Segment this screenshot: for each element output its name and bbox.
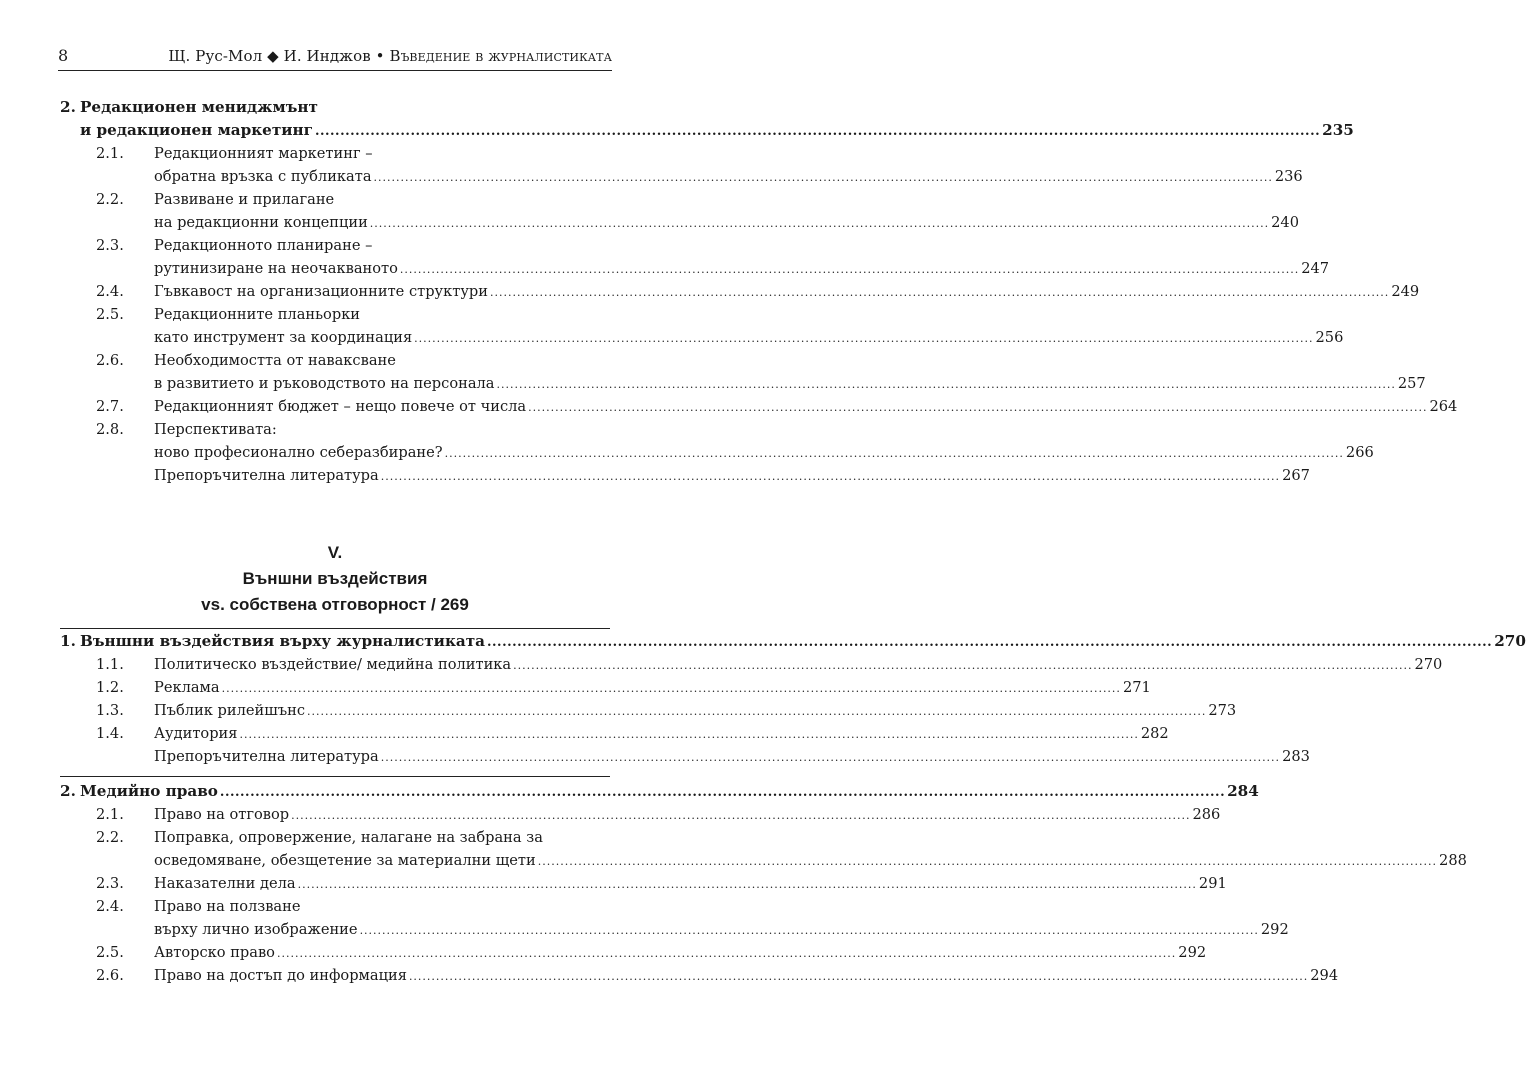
- toc-dot-leader: ........................................................................................................................................................................................................: [219, 785, 1226, 800]
- toc-entry: [60, 372, 1426, 395]
- page-number: 8: [58, 46, 69, 65]
- toc-dot-leader: ........................................................................................................................................................................................................: [380, 751, 1281, 764]
- toc-entry: [60, 803, 1221, 826]
- toc-entry-page: 286: [1192, 806, 1221, 823]
- running-header: [58, 46, 612, 71]
- toc-entry-page: 247: [1301, 260, 1330, 277]
- toc-entry-number: 2.1.: [96, 145, 124, 162]
- toc-entry-number: 2.3.: [96, 875, 124, 892]
- toc-entry-number: 2.2.: [96, 191, 124, 208]
- toc-dot-leader: ........................................................................................................................................................................................................: [528, 401, 1428, 414]
- toc-entry-title: Медийно право: [80, 782, 218, 800]
- toc-entry-page: 284: [1227, 782, 1259, 800]
- toc-entry-number: 2.: [60, 98, 76, 116]
- toc-entry-number: 2.2.: [96, 829, 124, 846]
- toc-entry-title: на редакционни концепции: [154, 214, 368, 231]
- toc-section-media-law: [60, 780, 1467, 987]
- toc-entry-title: ново професионално себеразбиране?: [154, 444, 443, 461]
- toc-entry-number: 2.: [60, 782, 76, 800]
- toc-entry-title: и редакционен маркетинг: [80, 121, 313, 139]
- toc-entry: [60, 964, 1339, 987]
- toc-entry-number: 1.3.: [96, 702, 124, 719]
- toc-entry: [60, 349, 610, 372]
- toc-entry-title: в развитието и ръководството на персонала: [154, 375, 495, 392]
- toc-entry-number: 2.6.: [96, 967, 124, 984]
- toc-section-editorial-management: [60, 96, 1458, 487]
- toc-entry-title: Развиване и прилагане: [154, 191, 335, 208]
- toc-dot-leader: ........................................................................................................................................................................................................: [537, 855, 1438, 868]
- toc-entry-title: Право на отговор: [154, 806, 290, 823]
- toc-entry: [60, 464, 1310, 487]
- part-title-line-1: Външни въздействия: [242, 569, 428, 588]
- toc-entry: [60, 872, 1227, 895]
- toc-entry: [60, 441, 1374, 464]
- toc-entry: [60, 676, 1151, 699]
- toc-entry-page: 292: [1178, 944, 1207, 961]
- toc-entry-page: 288: [1439, 852, 1467, 869]
- toc-entry: [60, 941, 1207, 964]
- toc-entry: [60, 234, 610, 257]
- toc-entry-page: 270: [1494, 632, 1526, 650]
- toc-entry-title: върху лично изображение: [154, 921, 358, 938]
- toc-dot-leader: ........................................................................................................................................................................................................: [399, 263, 1300, 276]
- toc-entry-page: 292: [1260, 921, 1289, 938]
- toc-entry-title: Политическо въздействие/ медийна политика: [154, 656, 512, 673]
- toc-entry-page: 294: [1310, 967, 1339, 984]
- toc-entry-title: обратна връзка с публиката: [154, 168, 372, 185]
- toc-entry-number: 2.4.: [96, 283, 124, 300]
- toc-entry: [60, 142, 610, 165]
- toc-entry-page: 266: [1345, 444, 1374, 461]
- toc-entry-page: 257: [1397, 375, 1426, 392]
- toc-dot-leader: ........................................................................................................................................................................................................: [239, 728, 1139, 741]
- toc-entry-number: 2.3.: [96, 237, 124, 254]
- toc-entry-page: 267: [1282, 467, 1310, 484]
- toc-dot-leader: ........................................................................................................................................................................................................: [496, 378, 1396, 391]
- toc-entry-title: като инструмент за координация: [154, 329, 413, 346]
- toc-entry-title: Аудитория: [154, 725, 238, 742]
- toc-entry-title: Препоръчителна литература: [154, 748, 379, 765]
- toc-dot-leader: ........................................................................................................................................................................................................: [291, 809, 1191, 822]
- toc-entry: [60, 326, 1344, 349]
- toc-entry-page: 240: [1271, 214, 1299, 231]
- toc-entry-title: Редакционният маркетинг –: [154, 145, 373, 162]
- toc-entry: [60, 257, 1330, 280]
- toc-entry-number: 2.5.: [96, 306, 124, 323]
- toc-entry-page: 291: [1198, 875, 1227, 892]
- toc-entry-title: Необходимостта от наваксване: [154, 352, 396, 369]
- toc-dot-leader: ........................................................................................................................................................................................................: [359, 924, 1259, 937]
- toc-entry-page: 283: [1282, 748, 1310, 765]
- toc-entry-title: Гъвкавост на организационните структури: [154, 283, 488, 300]
- toc-dot-leader: ........................................................................................................................................................................................................: [314, 124, 1321, 139]
- toc-entry-number: 2.5.: [96, 944, 124, 961]
- toc-entry: [60, 699, 1237, 722]
- toc-entry-number: 2.6.: [96, 352, 124, 369]
- toc-entry-page: 235: [1322, 121, 1354, 139]
- toc-entry-number: 1.4.: [96, 725, 124, 742]
- toc-entry-number: 1.1.: [96, 656, 124, 673]
- toc-entry-number: 2.7.: [96, 398, 124, 415]
- toc-entry: [60, 780, 1259, 803]
- toc-dot-leader: ........................................................................................................................................................................................................: [487, 635, 1493, 650]
- toc-entry: [60, 653, 1443, 676]
- toc-entry-title: Редакционният бюджет – нещо повече от числа: [154, 398, 527, 415]
- toc-entry: [60, 395, 1458, 418]
- toc-entry: [60, 722, 1169, 745]
- toc-entry-title: Право на достъп до информация: [154, 967, 407, 984]
- toc-entry-title: Наказателни дела: [154, 875, 296, 892]
- toc-entry-number: 1.: [60, 632, 76, 650]
- toc-entry: [60, 96, 610, 119]
- toc-entry: [60, 918, 1289, 941]
- toc-entry: [60, 418, 610, 441]
- toc-dot-leader: ........................................................................................................................................................................................................: [489, 286, 1390, 299]
- toc-section-external-influences: [60, 630, 1526, 768]
- toc-dot-leader: ........................................................................................................................................................................................................: [414, 332, 1314, 345]
- toc-entry-page: 271: [1122, 679, 1151, 696]
- toc-entry-title: Перспективата:: [154, 421, 277, 438]
- toc-entry-title: Авторско право: [154, 944, 275, 961]
- toc-entry-page: 249: [1391, 283, 1420, 300]
- toc-entry-title: Право на ползване: [154, 898, 301, 915]
- toc-entry-title: Препоръчителна литература: [154, 467, 379, 484]
- toc-entry-number: 1.2.: [96, 679, 124, 696]
- part-numeral: V.: [327, 543, 343, 562]
- toc-entry-title: Реклама: [154, 679, 220, 696]
- toc-entry-page: 236: [1274, 168, 1303, 185]
- toc-entry-page: 273: [1208, 702, 1237, 719]
- part-title-line-2: vs. собствена отговорност / 269: [201, 595, 469, 614]
- toc-entry: [60, 849, 1467, 872]
- toc-entry-page: 270: [1414, 656, 1443, 673]
- toc-entry-number: 2.8.: [96, 421, 124, 438]
- toc-entry-title: Външни въздействия върху журналистиката: [80, 632, 485, 650]
- toc-entry-title: Редакционното планиране –: [154, 237, 373, 254]
- toc-entry: [60, 630, 1526, 653]
- toc-entry: [60, 280, 1420, 303]
- toc-entry: [60, 895, 610, 918]
- section-divider-rule: [60, 628, 610, 629]
- toc-dot-leader: ........................................................................................................................................................................................................: [276, 947, 1177, 960]
- running-authors: Щ. Рус-Мол ◆ И. Инджов •: [168, 47, 385, 65]
- toc-entry-title: Редакционен мениджмънт: [80, 98, 318, 116]
- toc-dot-leader: ........................................................................................................................................................................................................: [373, 171, 1273, 184]
- toc-entry-title: Редакционните планьорки: [154, 306, 361, 323]
- toc-dot-leader: ........................................................................................................................................................................................................: [369, 217, 1270, 230]
- toc-dot-leader: ........................................................................................................................................................................................................: [307, 705, 1207, 718]
- toc-dot-leader: ........................................................................................................................................................................................................: [513, 659, 1413, 672]
- toc-entry: [60, 826, 610, 849]
- toc-entry-title: рутинизиране на неочакваното: [154, 260, 398, 277]
- toc-dot-leader: ........................................................................................................................................................................................................: [221, 682, 1121, 695]
- running-title: [168, 47, 612, 65]
- toc-entry-number: 2.1.: [96, 806, 124, 823]
- toc-entry-page: 282: [1140, 725, 1169, 742]
- toc-dot-leader: ........................................................................................................................................................................................................: [408, 970, 1309, 983]
- toc-dot-leader: ........................................................................................................................................................................................................: [444, 447, 1344, 460]
- section-divider-rule: [60, 776, 610, 777]
- part-heading: [60, 540, 610, 618]
- toc-dot-leader: ........................................................................................................................................................................................................: [297, 878, 1197, 891]
- running-book-title: Въведение в журналистиката: [389, 47, 612, 65]
- toc-entry-page: 256: [1315, 329, 1344, 346]
- toc-entry-title: Поправка, опровержение, налагане на забрана за: [154, 829, 543, 846]
- toc-dot-leader: ........................................................................................................................................................................................................: [380, 470, 1281, 483]
- toc-entry: [60, 188, 610, 211]
- toc-entry: [60, 119, 1354, 142]
- toc-entry-title: осведомяване, обезщетение за материални щети: [154, 852, 536, 869]
- toc-entry-number: 2.4.: [96, 898, 124, 915]
- toc-entry-page: 264: [1429, 398, 1458, 415]
- toc-entry: [60, 303, 610, 326]
- toc-entry: [60, 745, 1310, 768]
- toc-entry: [60, 211, 1299, 234]
- toc-entry: [60, 165, 1303, 188]
- toc-entry-title: Пъблик рилейшънс: [154, 702, 306, 719]
